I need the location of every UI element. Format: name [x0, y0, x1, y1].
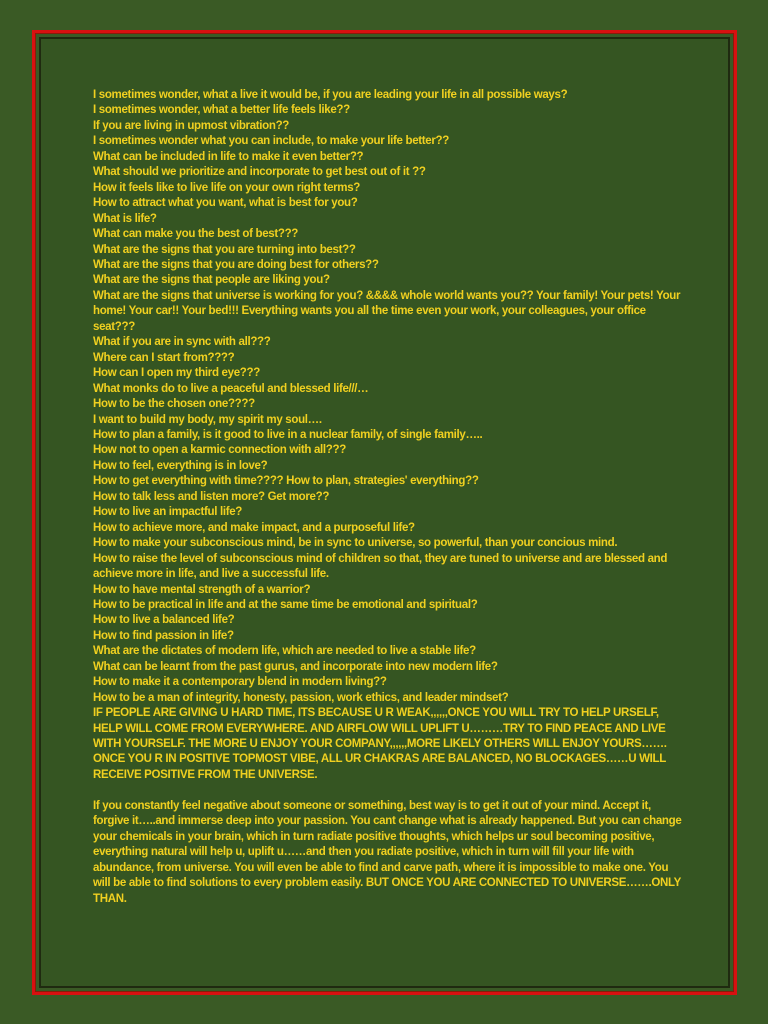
text-line: I sometimes wonder, what a live it would be, if you are leading your life in all possible ways? — [93, 87, 568, 101]
text-line: If you are living in upmost vibration?? — [93, 117, 290, 132]
text-line: What should we prioritize and incorporate to get best out of it ?? — [93, 164, 426, 179]
text-line: What can be learnt from the past gurus, and incorporate into new modern life? — [93, 658, 498, 673]
text-line: I sometimes wonder, what a better life feels like?? — [93, 102, 350, 117]
document-text-column — [93, 87, 683, 906]
text-line-caps: ONCE YOU R IN POSITIVE TOPMOST VIBE, ALL UR CHAKRAS ARE BALANCED, NO BLOCKAGES……U WILL RECEIVE POSITIVE FROM THE UNIVERSE. — [93, 751, 666, 781]
text-line: How not to open a karmic connection with all??? — [93, 442, 346, 457]
text-line-caps: IF PEOPLE ARE GIVING U HARD TIME, ITS BECAUSE U R WEAK,,,,,,ONCE YOU WILL TRY TO HELP URSELF, HELP WILL COME FROM EVERYWHERE. AND AIRFLOW WILL UPLIFT U………TRY TO FIND PEACE AND LIVE WITH YOURSELF. THE MORE U ENJOY YOUR COMPANY,,,,,,MORE LIKELY OTHERS WILL ENJOY YOURS……. — [93, 705, 667, 751]
text-line: Where can I start from???? — [93, 349, 235, 364]
text-line: What are the signs that people are liking you? — [93, 272, 330, 287]
text-line: What monks do to live a peaceful and blessed life///… — [93, 380, 369, 395]
text-line: How to be the chosen one???? — [93, 396, 255, 411]
text-line: How to make your subconscious mind, be in sync to universe, so powerful, than your concious mind. — [93, 535, 618, 550]
text-line: How to attract what you want, what is best for you? — [93, 195, 358, 210]
text-line: How to have mental strength of a warrior? — [93, 581, 311, 596]
text-line: I want to build my body, my spirit my soul…. — [93, 411, 322, 426]
document-body — [93, 87, 682, 906]
text-line: What are the signs that universe is working for you? &&&& whole world wants you?? Your family! Your pets! Your home! Your car!! Your bed!!! Everything wants you all the time even your work, your colleagues, your office seat??? — [93, 287, 681, 333]
text-line: How to plan a family, is it good to live in a nuclear family, of single family….. — [93, 426, 483, 441]
text-line: How to live an impactful life? — [93, 504, 243, 519]
text-line: What if you are in sync with all??? — [93, 334, 271, 349]
text-line: I sometimes wonder what you can include, to make your life better?? — [93, 133, 449, 148]
text-line: How to achieve more, and make impact, and a purposeful life? — [93, 519, 415, 534]
text-line: How can I open my third eye??? — [93, 365, 260, 380]
text-line: What are the signs that you are turning into best?? — [93, 241, 356, 256]
text-line: How to find passion in life? — [93, 627, 234, 642]
text-line: How to raise the level of subconscious mind of children so that, they are tuned to universe and are blessed and achieve more in life, and live a successful life. — [93, 550, 668, 581]
text-line: What can make you the best of best??? — [93, 226, 299, 241]
text-line: What are the signs that you are doing best for others?? — [93, 256, 379, 271]
text-line: How to get everything with time???? How to plan, strategies' everything?? — [93, 473, 479, 488]
text-line: How to talk less and listen more? Get more?? — [93, 488, 330, 503]
text-line: How to be practical in life and at the same time be emotional and spiritual? — [93, 596, 478, 611]
paragraph-spacer — [93, 782, 683, 797]
text-line: How to live a balanced life? — [93, 612, 235, 627]
text-line: What can be included in life to make it even better?? — [93, 148, 364, 163]
text-line: How to make it a contemporary blend in modern living?? — [93, 674, 387, 689]
text-line: How to be a man of integrity, honesty, passion, work ethics, and leader mindset? — [93, 689, 509, 704]
closing-paragraph: If you constantly feel negative about someone or something, best way is to get it out of your mind. Accept it, forgive it…..and immerse deep into your passion. You cant change what is already happened. But you can change your chemicals in your brain, which in turn radiate positive thoughts, which helps ur soul becoming positive, everything natural will help u, uplift u……and then you radiate positive, which in turn will fill your life with abundance, from universe. You will even be able to find and carve path, where it is impossible to make one. You will be able to find solutions to every problem easily. BUT ONCE YOU ARE CONNECTED TO UNIVERSE…….ONLY THAN. — [93, 797, 682, 905]
text-line: How to feel, everything is in love? — [93, 457, 268, 472]
text-line: How it feels like to live life on your own right terms? — [93, 179, 361, 194]
text-line: What are the dictates of modern life, which are needed to live a stable life? — [93, 643, 476, 658]
text-line: What is life? — [93, 210, 157, 225]
